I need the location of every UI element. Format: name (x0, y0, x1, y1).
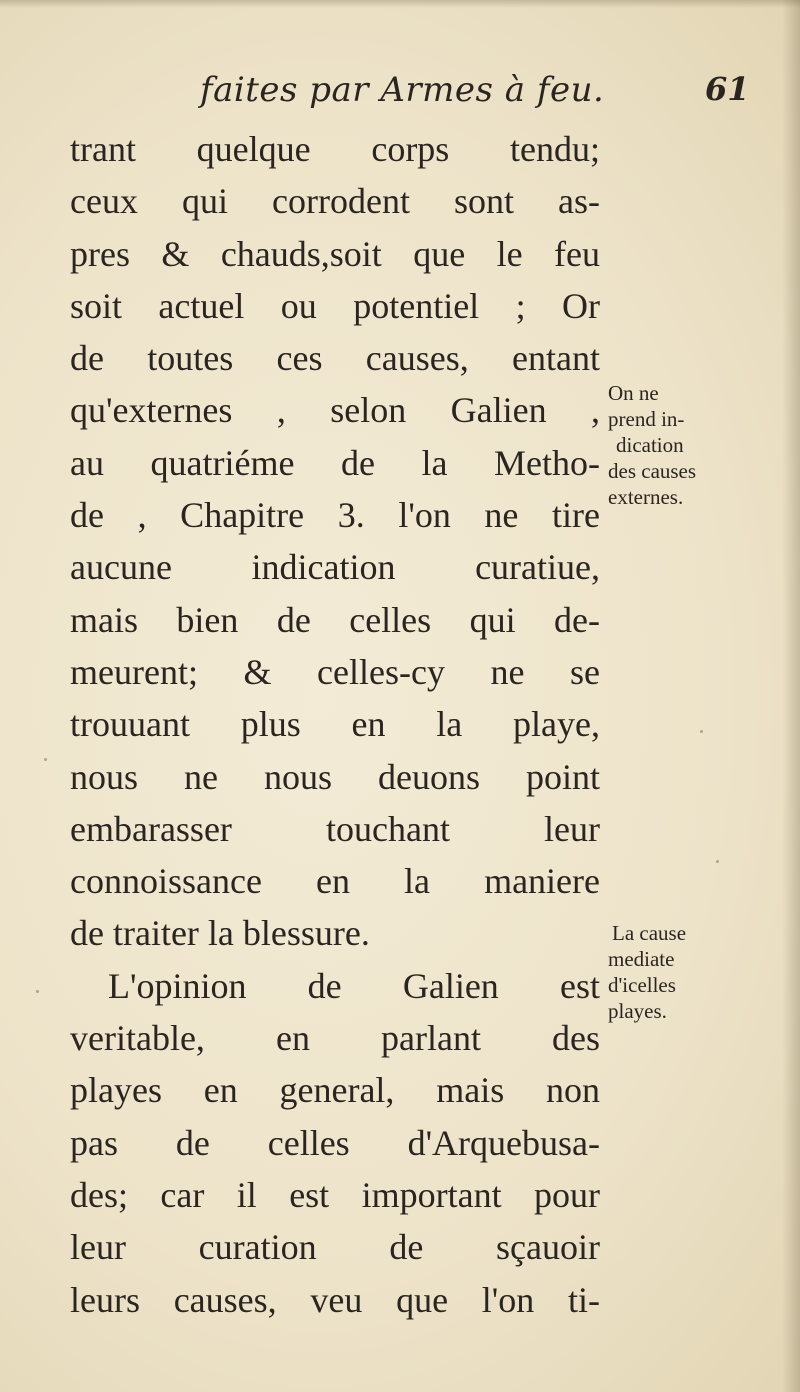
text-line: de toutes ces causes, entant (70, 338, 600, 379)
margin-note-line: playes. (608, 999, 667, 1023)
margin-note-line: La cause (612, 921, 687, 945)
body-text (70, 123, 600, 1326)
text-line: au quatriéme de la Metho- (70, 442, 600, 483)
paper-speck (36, 990, 39, 993)
text-line: veritable, en parlant des (70, 1018, 600, 1059)
text-line: leurs causes, veu que l'on ti- (70, 1279, 600, 1320)
text-line: nous ne nous deuons point (70, 756, 600, 797)
paper-speck (426, 1300, 429, 1303)
paper-speck (700, 730, 703, 733)
page-edge-shadow (782, 0, 800, 1392)
margin-note-line: mediate (608, 947, 675, 971)
text-line: des; car il est important pour (70, 1174, 600, 1215)
running-title: faites par Armes à feu. (200, 70, 605, 110)
margin-note-line: d'icelles (608, 973, 676, 997)
margin-note (608, 380, 768, 510)
text-line: pas de celles d'Arquebusa- (70, 1122, 600, 1163)
text-line: aucune indication curatiue, (70, 547, 600, 588)
text-line: qu'externes , selon Galien , (70, 390, 600, 431)
page-number: 61 (705, 70, 750, 108)
text-line: ceux qui corrodent sont as- (70, 181, 600, 222)
margin-note-line: externes. (608, 485, 684, 509)
text-line: trouuant plus en la playe, (70, 704, 600, 745)
text-line: soit actuel ou potentiel ; Or (70, 285, 600, 326)
margin-note-line: dication (616, 433, 684, 457)
margin-note-line: prend in- (608, 407, 685, 431)
text-line: meurent; & celles-cy ne se (70, 651, 600, 692)
margin-note (608, 920, 768, 1024)
text-line: playes en general, mais non (70, 1070, 600, 1111)
text-line: pres & chauds,soit que le feu (70, 233, 600, 274)
text-line: connoissance en la maniere (70, 861, 600, 902)
margin-note-line: On ne (608, 381, 659, 405)
text-line: trant quelque corps tendu; (70, 129, 600, 169)
text-line: embarasser touchant leur (70, 808, 600, 849)
page-top-shadow (0, 0, 800, 8)
text-line: leur curation de sçauoir (70, 1227, 600, 1268)
text-line: mais bien de celles qui de- (70, 599, 600, 640)
margin-note-line: des causes (608, 459, 697, 483)
text-line: de traiter la blessure. (70, 913, 370, 954)
paper-speck (716, 860, 719, 863)
text-line: de , Chapitre 3. l'on ne tire (70, 495, 600, 536)
paper-speck (44, 758, 47, 761)
paragraph-start-line: L'opinion de Galien est (108, 965, 600, 1006)
